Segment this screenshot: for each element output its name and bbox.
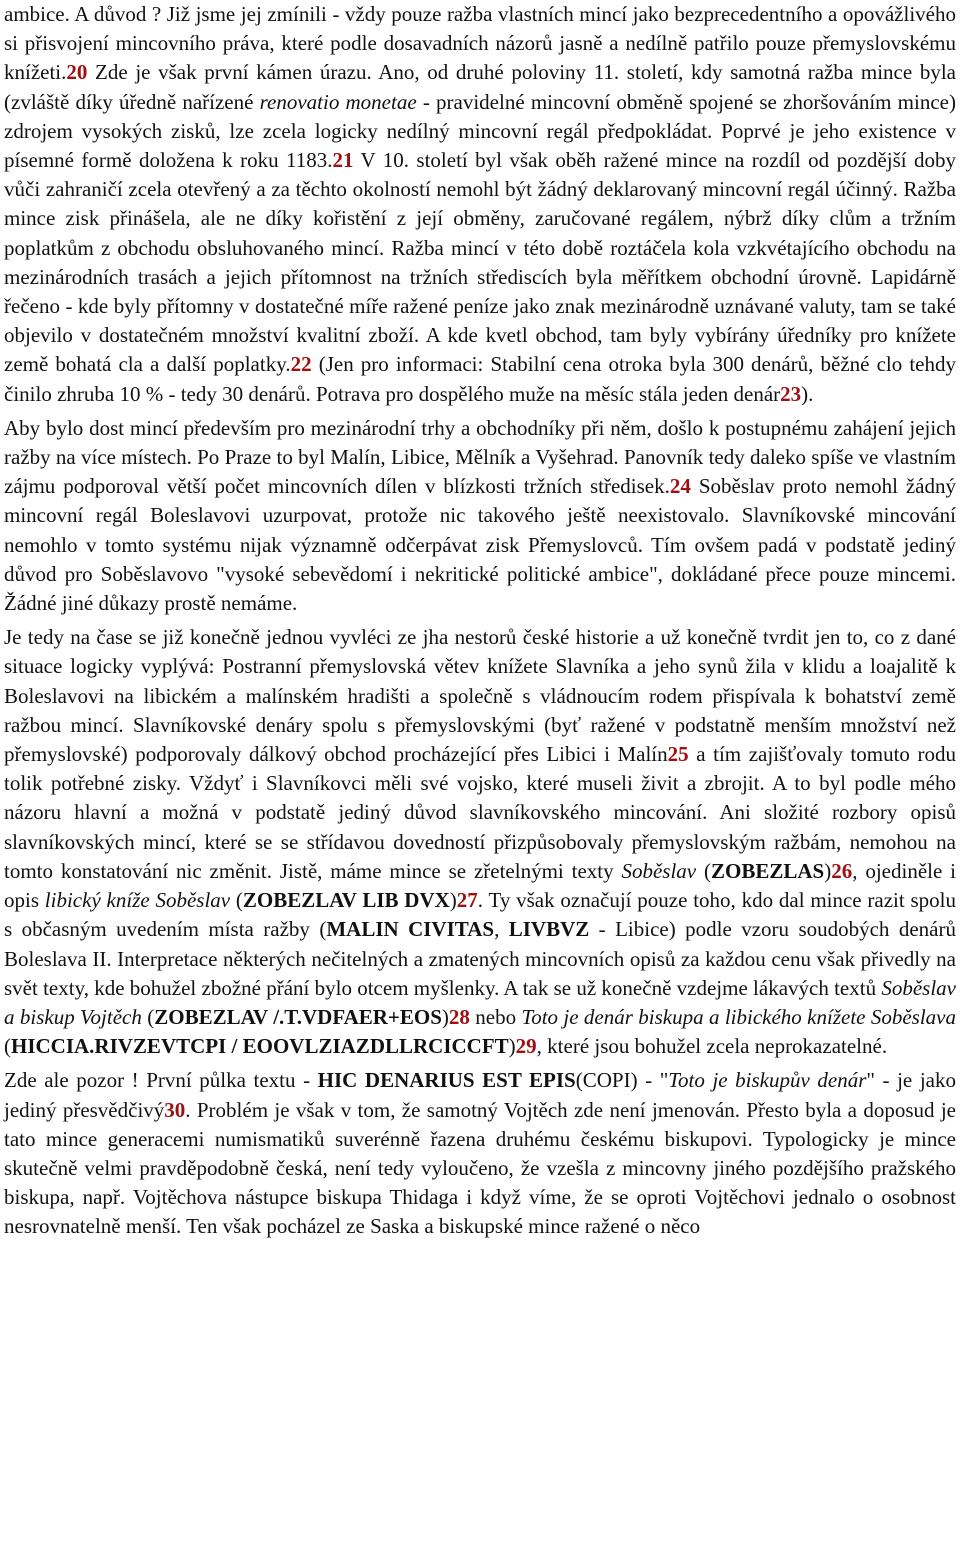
footnote-reference[interactable]: 27	[456, 888, 478, 913]
footnote-reference[interactable]: 24	[669, 474, 691, 499]
coin-inscription: ZOBEZLAV LIB DVX	[242, 888, 450, 913]
footnote-reference[interactable]: 20	[66, 60, 88, 85]
italic-text: renovatio monetae	[259, 89, 417, 114]
text-run: , které jsou bohužel zcela neprokazatelné.	[536, 1034, 888, 1059]
text-run: )	[508, 1034, 516, 1059]
text-run: , ojediněle i opis	[4, 858, 956, 913]
text-run: Zde ale pozor ! První půlka textu -	[4, 1068, 318, 1093]
text-run: )	[441, 1004, 449, 1029]
text-run: ).	[801, 381, 814, 406]
text-run: V 10. století byl však oběh ražené mince na rozdíl od pozdější doby vůči zahraničí zcela otevřený a za těchto okolností nemohl být žádný deklarovaný mincovní regál účinný. Ražba mince zisk přinášela, ale ne díky kořistění z její obměny, zaručované regálem, nýbrž díky clům a tržním poplatkům z obchodu obsluhovaného mincí. Ražba mincí v této době roztáčela kola vzkvétajícího obchodu na mezinárodních trasách a jejich přítomnost na tržních střediscích byla měřítkem obchodní úrovně. Lapidárně řečeno - kde byly přítomny v dostatečné míře ražené peníze jako znak mezinárodně uznávané valuty, tam se také objevilo v dostatečném množství kvalitní zboží. A kde kvetl obchod, tam byly vybírány úředníky pro knížete země bohatá cla a další poplatky.	[4, 148, 956, 377]
text-run: ,	[494, 917, 509, 942]
text-run: (	[230, 888, 243, 913]
text-run: . Problém je však v tom, že samotný Vojtěch zde není jmenován. Přesto byla a doposud je tato mince generacemi numismatiků suverénně řazena druhému českému biskupovi. Typologicky je mince skutečně velmi pravděpodobně česká, není tedy vyloučeno, že vzešla z mincovny jiného pozdějšího pražského biskupa, např. Vojtěchova nástupce biskupa Thidaga i když víme, že se oproti Vojtěchovi jednalo o osobnost nesrovnatelně menší. Ten však pocházel ze Saska a biskupské mince ražené o něco	[4, 1097, 956, 1239]
text-run: - pravidelné mincovní obměně spojené se zhoršováním mince) zdrojem vysokých zisků, lze zcela logicky nedílný mincovní regál předpokládat. Poprvé je jeho existence v písemné formě doložena k roku 1183.	[4, 89, 956, 173]
paragraph	[4, 623, 956, 1061]
text-run: (	[696, 858, 711, 883]
coin-inscription: MALIN CIVITAS	[326, 917, 495, 942]
text-run: )	[449, 888, 457, 913]
text-run: (Jen pro informaci: Stabilní cena otroka byla 300 denárů, běžné clo tehdy činilo zhruba 10 % - tedy 30 denárů. Potrava pro dospělého muže na měsíc stála jeden denár	[4, 352, 956, 406]
text-run: Aby bylo dost mincí především pro mezinárodní trhy a obchodníky při něm, došlo k postupnému zahájení jejich ražby na více místech. Po Praze to byl Malín, Libice, Mělník a Vyšehrad. Panovník tedy daleko spíše ve vlastním zájmu podporoval větší počet mincovních dílen v blízkosti tržních středisek.	[4, 415, 956, 499]
coin-inscription: ZOBEZLAV /.T.VDFAER+EOS	[154, 1004, 442, 1029]
italic-text: libický kníže Soběslav	[44, 888, 231, 913]
text-run: (COPI) - "	[575, 1068, 669, 1093]
coin-inscription: HIC DENARIUS EST EPIS	[317, 1068, 576, 1093]
text-run: Je tedy na čase se již konečně jednou vyvléci ze jha nestorů české historie a už konečně tvrdit jen to, co z dané situace logicky vyplývá: Postranní přemyslovská větev knížete Slavníka a jeho synů žila v klidu a loajalitě k Boleslavovi na libickém a malínském hradišti a společně s vládnoucím rodem přispívala k bohatství země ražbou mincí. Slavníkovské denáry spolu s přemyslovskými (byť ražené v podstatně menším množství než přemyslovské) podporovaly dálkový obchod procházející přes Libici i Malín	[4, 625, 956, 767]
text-run: (	[141, 1004, 155, 1029]
footnote-reference[interactable]: 22	[290, 352, 312, 377]
paragraph	[4, 0, 956, 409]
text-run: ambice. A důvod ? Již jsme jej zmínili - vždy pouze ražba vlastních mincí jako bezprecedentního a opovážlivého si přisvojení mincovního práva, které podle dosavadních názorů jasně a nedílně patřilo pouze přemyslovskému knížeti.	[4, 2, 956, 85]
footnote-reference[interactable]: 25	[667, 742, 689, 767]
footnote-reference[interactable]: 28	[448, 1004, 470, 1029]
text-run: a tím zajišťovaly tomuto rodu tolik potřebné zisky. Vždyť i Slavníkovci měli své vojsko, které museli živit a zbrojit. A to byl podle mého názoru hlavní a možná v podstatě jediný důvod slavníkovského mincování. Ani složité rozbory opisů slavníkovských mincí, které se se střídavou dovedností přizpůsobovaly přemyslovským ražbám, nemohou na tomto konstatování nic změnit. Jistě, máme mince se zřetelnými texty	[4, 742, 956, 883]
text-run: )	[824, 858, 832, 883]
text-run: " - je jako jediný přesvědčivý	[4, 1068, 956, 1122]
text-run: - Libice) podle vzoru soudobých denárů Boleslava II. Interpretace některých nečitelných a zmatených mincovních opisů za každou cenu však přivedly na svět texty, kde bohužel zbožné přání bylo otcem myšlenky. A tak se už konečně vzdejme lákavých textů	[4, 917, 956, 1000]
coin-inscription: LIVBVZ	[508, 917, 590, 942]
italic-text: Soběslav a biskup Vojtěch	[4, 975, 956, 1029]
paragraph	[4, 414, 956, 618]
footnote-reference[interactable]: 21	[332, 148, 354, 173]
paragraph	[4, 1066, 956, 1241]
italic-text: Toto je denár biskupa a libického knížete Soběslava	[521, 1004, 956, 1029]
footnote-reference[interactable]: 29	[515, 1034, 537, 1059]
footnote-reference[interactable]: 23	[780, 381, 802, 406]
italic-text: Soběslav	[621, 858, 697, 883]
italic-text: Toto je biskupův denár	[668, 1068, 867, 1093]
footnote-reference[interactable]: 30	[164, 1097, 186, 1122]
footnote-reference[interactable]: 26	[831, 858, 853, 883]
coin-inscription: ZOBEZLAS	[711, 858, 825, 883]
text-run: (	[4, 1034, 11, 1059]
coin-inscription: HICCIA.RIVZEVTCPI / EOOVLZIAZDLLRCICCFT	[11, 1034, 509, 1059]
text-run: . Ty však označují pouze toho, kdo dal mince razit spolu s občasným uvedením místa ražby (	[4, 888, 957, 942]
text-run: Soběslav proto nemohl žádný mincovní regál Boleslavovi uzurpovat, protože nic takového ještě neexistovalo. Slavníkovské mincování nemohlo v tomto systému nijak významně odčerpávat zisk Přemyslovců. Tím ovšem padá v podstatě jediný důvod pro Soběslavovo "vysoké sebevědomí i nekritické politické ambice", dokládané přece pouze mincemi. Žádné jiné důkazy prostě nemáme.	[4, 474, 957, 616]
text-run: Zde je však první kámen úrazu. Ano, od druhé poloviny 11. století, kdy samotná ražba mince byla (zvláště díky úředně nařízené	[4, 60, 956, 114]
text-run: nebo	[469, 1004, 522, 1029]
